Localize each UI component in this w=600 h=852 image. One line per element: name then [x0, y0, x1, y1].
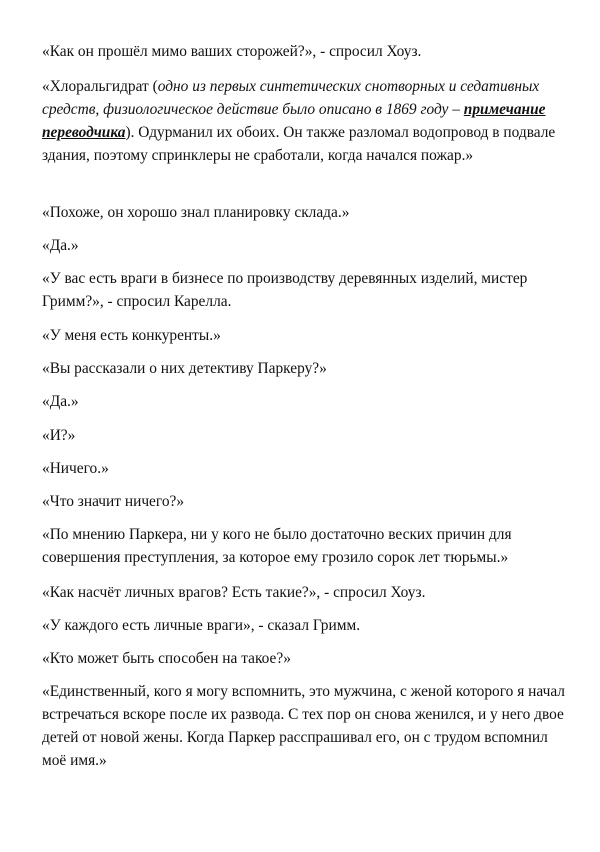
paragraph-3: «Похоже, он хорошо знал планировку склада.»: [42, 204, 350, 221]
paragraph-11: «Что значит ничего?»: [42, 493, 185, 510]
paragraph-1: «Как он прошёл мимо ваших сторожей?», - спросил Хоуз.: [42, 43, 422, 60]
paragraph-5: «У вас есть враги в бизнесе по производству деревянных изделий, мистер Гримм?», - спросил Карелла.: [42, 270, 528, 310]
paragraph-12: «По мнению Паркера, ни у кого не было достаточно веских причин для совершения преступления, за которое ему грозило сорок лет тюрьмы.»: [42, 526, 512, 566]
paragraph-6: «У меня есть конкуренты.»: [42, 327, 221, 344]
translator-note-label: примечание переводчика: [42, 101, 546, 141]
paragraph-15: «Кто может быть способен на такое?»: [42, 650, 291, 667]
paragraph-7: «Вы рассказали о них детективу Паркеру?»: [42, 360, 327, 377]
paragraph-10: «Ничего.»: [42, 460, 109, 477]
paragraph-2-rest: ). Одурманил их обоих. Он также разломал водопровод в подвале здания, поэтому спринклеры не сработали, когда начался пожар.»: [42, 124, 556, 164]
paragraph-16: «Единственный, кого я могу вспомнить, это мужчина, с женой которого я начал встречаться вскоре после их развода. С тех пор он снова женился, и у него двое детей от новой жены. Когда Паркер расспрашивал его, он с трудом вспомнил моё имя.»: [42, 683, 565, 769]
paragraph-2: [42, 75, 572, 167]
paragraph-8: «Да.»: [42, 393, 79, 410]
translator-note-text: одно из первых синтетических снотворных и седативных средств, физиологическое действие было описано в 1869 году –: [42, 78, 540, 118]
paragraph-9: «И?»: [42, 427, 76, 444]
paragraph-14: «У каждого есть личные враги», - сказал Гримм.: [42, 617, 361, 634]
paragraph-13: «Как насчёт личных врагов? Есть такие?», - спросил Хоуз.: [42, 584, 426, 601]
paragraph-2-intro: «Хлоральгидрат (: [42, 78, 158, 95]
paragraph-4: «Да.»: [42, 237, 79, 254]
